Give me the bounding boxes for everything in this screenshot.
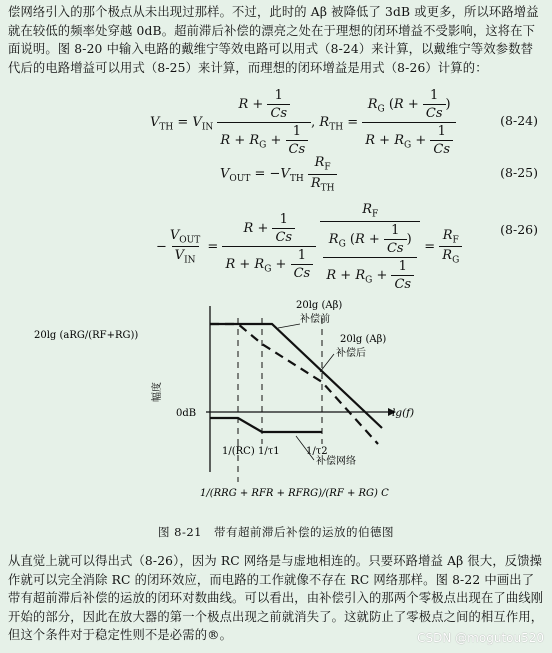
equation-8-25: $V_{OUT} = -V_{TH}$ $\frac{R_F}{R_{TH}}$ xyxy=(220,155,337,193)
label-vertical-axis: 幅度 xyxy=(152,382,163,402)
label-horizontal-axis: lg(f) xyxy=(392,407,415,419)
leader-before xyxy=(278,324,300,328)
csdn-watermark: CSDN @mogutou520 xyxy=(417,631,544,645)
equation-8-26: − $\frac{V_{OUT}}{V_{IN}}$ = R + $\frac{1}{Cs}$ $R + R_G$ + $\frac{1}{Cs}$ $R_F$ $R_G$ (R + $\frac{1}{Cs}$ ) $R + R_G$ + $\frac{1}{Cs}$ = $\frac{R_F}{R_G}$ xyxy=(156,202,462,292)
equation-number-8-24: (8-24) xyxy=(500,113,538,128)
label-zero-db: 0dB xyxy=(176,408,197,419)
equation-8-24: $V_{TH} = V_{IN}$ R + $\frac{1}{Cs}$ $R + R_G$ + $\frac{1}{Cs}$ , $R_{TH}$ = $R_G$ (R + $\frac{1}{Cs}$ ) $R + R_G$ + $\frac{1}{Cs}$ xyxy=(150,88,456,157)
label-network: 补偿网络 xyxy=(316,456,356,467)
figure-caption: 图 8-21 带有超前滞后补偿的运放的伯德图 xyxy=(158,525,394,539)
tick-label-tau2: 1/τ2 xyxy=(306,446,328,457)
equation-number-8-26: (8-26) xyxy=(500,222,538,237)
bode-plot-figure xyxy=(0,294,552,519)
tick-label-tau1: 1/τ1 xyxy=(258,446,280,457)
label-after-2: 补偿后 xyxy=(336,348,366,359)
equation-number-8-25: (8-25) xyxy=(500,165,538,180)
curve-compensation-network xyxy=(210,418,322,432)
bottom-formula: 1/(RRG + RFR + RFRG)/(RF + RG) C xyxy=(200,488,389,499)
label-before-2: 补偿前 xyxy=(300,314,330,325)
label-before-1: 20lg (Aβ) xyxy=(296,300,343,311)
top-paragraph: 偿网络引入的那个极点从未出现过那样。不过，此时的 Aβ 被降低了 3dB 或更多，所以环路增益就在较低的频率处穿越 0dB。超前滞后补偿的漂亮之处在于理想的闭环增益不受影响，这将在下面说明。图 8-20 中输入电路的戴维宁等效电路可以用式（8-24）来计算，以戴维宁等效参数替代后的电路增益可以用式（8-25）来计算，而理想的闭环增益是用式（8-26）计算的： xyxy=(8,5,539,75)
bottom-paragraph: 从直觉上就可以得出式（8-26），因为 RC 网络是与虚地相连的。只要环路增益 Aβ 很大，反馈操作就可以完全消除 RC 的闭环效应，而电路的工作就像不存在 RC 网络那样。图 8-22 中画出了带有超前滞后补偿的运放的闭环对数曲线。可以看出，由补偿引入的那两个零极点出现在了曲线刚开始的部分，因此在放大器的第一个极点出现之前就消失了。这就防止了零极点之间的相互作用，但这个条件对于稳定性则不是必需的®。 xyxy=(8,554,544,643)
label-after-1: 20lg (Aβ) xyxy=(340,334,387,345)
tick-label-rc: 1/(RC) xyxy=(222,446,255,457)
label-ylabel-top: 20lg (aRG/(RF+RG)) xyxy=(34,330,139,341)
